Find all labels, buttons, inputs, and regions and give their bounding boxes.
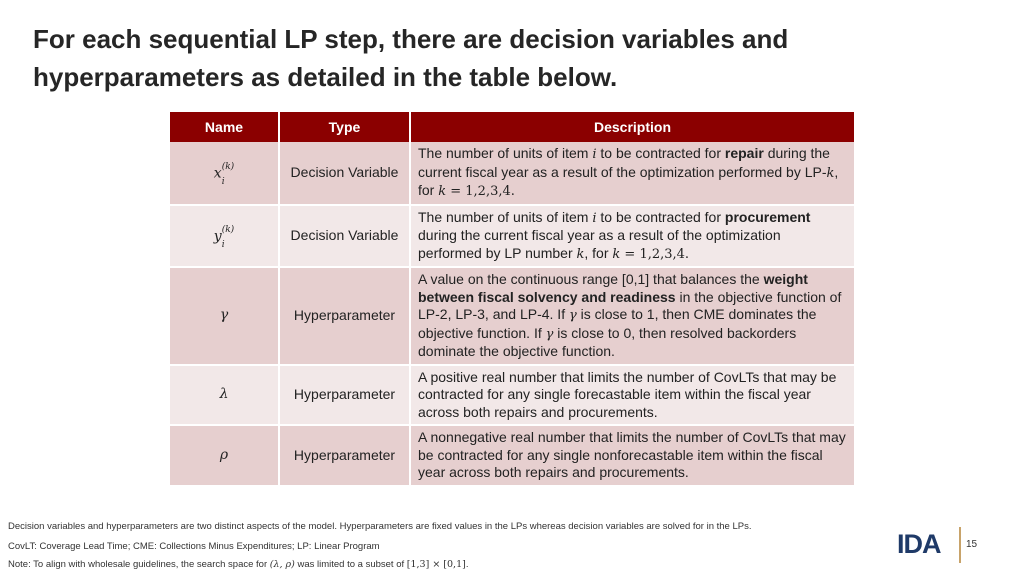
row-name-y [170, 205, 279, 268]
variables-table [170, 112, 854, 487]
row-description: The number of units of item i to be contracted for procurement during the current fiscal year as a result of the optimization performed by LP number k, for k = 1,2,3,4. [410, 205, 854, 268]
footnote-definitions: Decision variables and hyperparameters are two distinct aspects of the model. Hyperparameters are fixed values in the LPs whereas decision variables are solved for in the LPs. [8, 521, 752, 532]
footnote-search-space: Note: To align with wholesale guidelines, the search space for (λ, ρ) was limited to a subset of [1,3] × [0,1]. [8, 559, 469, 570]
var-base: x [213, 165, 222, 182]
table-header-row [170, 112, 854, 142]
row-name-lambda: λ [170, 365, 279, 426]
table-row [170, 425, 854, 486]
slide-title: For each sequential LP step, there are decision variables and hyperparameters as detailed in the table below. [33, 24, 789, 92]
var-indices [221, 225, 235, 251]
header-description: Description [410, 112, 854, 142]
row-name-rho: ρ [170, 425, 279, 486]
var-sup: (k) [221, 225, 235, 236]
header-name: Name [170, 112, 279, 142]
row-description: The number of units of item i to be contracted for repair during the current fiscal year as a result of the optimization performed by LP-k, for k = 1,2,3,4. [410, 142, 854, 205]
row-type: Hyperparameter [279, 425, 410, 486]
var-sup: (k) [221, 162, 235, 173]
var-indices [221, 162, 235, 188]
row-type: Decision Variable [279, 142, 410, 205]
table-row [170, 142, 854, 205]
row-type: Hyperparameter [279, 365, 410, 426]
table-row [170, 365, 854, 426]
var-sub: i [221, 177, 225, 188]
row-description: A positive real number that limits the number of CovLTs that may be contracted for any single forecastable item within the fiscal year across both repairs and procurements. [410, 365, 854, 426]
var-base: y [213, 228, 222, 245]
footnote-abbreviations: CovLT: Coverage Lead Time; CME: Collections Minus Expenditures; LP: Linear Program [8, 541, 380, 552]
table-row [170, 205, 854, 268]
var-sub: i [221, 240, 225, 251]
row-name-x [170, 142, 279, 205]
logo-divider [959, 527, 961, 563]
row-description: A value on the continuous range [0,1] that balances the weight between fiscal solvency and readiness in the objective function of LP-2, LP-3, and LP-4. If γ is close to 1, then CME dominates the objective function. If γ is close to 0, then resolved backorders dominate the objective function. [410, 267, 854, 365]
row-type: Hyperparameter [279, 267, 410, 365]
logo-text: IDA [897, 529, 941, 559]
table-row [170, 267, 854, 365]
row-type: Decision Variable [279, 205, 410, 268]
row-name-gamma: γ [170, 267, 279, 365]
header-type: Type [279, 112, 410, 142]
row-description: A nonnegative real number that limits the number of CovLTs that may be contracted for any single nonforecastable item within the fiscal year across both repairs and procurements. [410, 425, 854, 486]
page-number: 15 [966, 539, 978, 550]
